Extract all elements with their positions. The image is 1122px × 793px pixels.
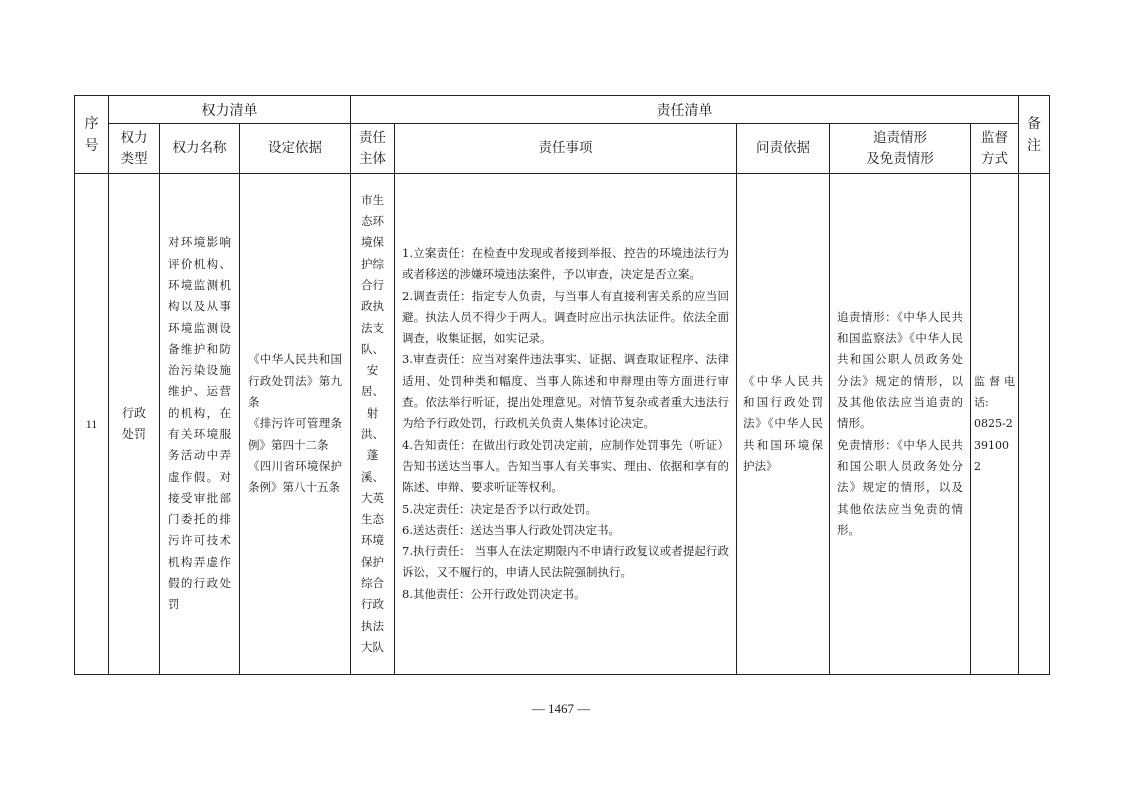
power-type-header: 权力类型 [109,124,160,174]
responsibility-item: 8.其他责任：公开行政处罚决定书。 [402,586,586,601]
responsibility-item: 6.送达责任：送达当事人行政处罚决定书。 [402,522,620,537]
responsibility-list-header: 责任清单 [351,96,1019,124]
row-seq: 11 [75,174,109,675]
responsibility-item: 1.立案责任：在检查中发现或者接到举报、控告的环境违法行为或者移送的涉嫌环境违法案件，予以审查，决定是否立案。 [402,245,729,282]
row-accountability-cases [830,174,971,675]
supervision-phone: 0825-2391002 [974,417,1013,473]
power-name-header: 权力名称 [160,124,240,174]
row-supervision [971,174,1019,675]
accountability-cases-header: 追责情形 及免责情形 [830,124,971,174]
responsibility-item: 3.审查责任：应当对案件违法事实、证据、调查取证程序、法律适用、处罚种类和幅度、当事人陈述和申辩理由等方面进行审查。依法举行听证，提出处理意见。对情节复杂或者重大违法行为给予行政处罚，行政机关负责人集体讨论决定。 [402,352,729,431]
seq-header: 序号 [75,96,109,174]
supervision-label: 监督电话: [974,374,1016,410]
header-row-2 [75,124,1050,174]
basis-item: 《中华人民共和国行政处罚法》第九条 [248,352,342,410]
row-power-type: 行政处罚 [109,174,160,675]
subject-header: 责任主体 [351,124,395,174]
responsibility-item: 4.告知责任：在做出行政处罚决定前，应制作处罚事先（听证）告知书送达当事人。告知当事人有关事实、理由、依据和享有的陈述、申辩、要求听证等权利。 [402,437,729,495]
row-items [395,174,737,675]
accountability-case: 免责情形：《中华人民共和国公职人员政务处分法》规定的情形，以及其他依法应当免责的情形。 [837,437,963,537]
row-basis [240,174,351,675]
row-accountability-basis: 《中华人民共和国行政处罚法》《中华人民共和国环境保护法》 [737,174,830,675]
row-subject: 市生态环境保护综合行政执法支队、安居、射洪、蓬溪、大英生态环境保护综合行政执法大队 [351,174,395,675]
supervision-header: 监督方式 [971,124,1019,174]
row-remarks [1019,174,1050,675]
header-row-1 [75,96,1050,124]
accountability-case: 追责情形：《中华人民共和国监察法》《中华人民共和国公职人员政务处分法》规定的情形，以及其他依法应当追责的情形。 [837,309,963,431]
page-number: — 1467 — [531,701,591,716]
power-responsibility-table [74,95,1050,675]
responsibility-item: 7.执行责任： 当事人在法定期限内不申请行政复议或者提起行政诉讼，又不履行的，申请人民法院强制执行。 [402,544,729,580]
responsibility-item: 2.调查责任：指定专人负责，与当事人有直接利害关系的应当回避。执法人员不得少于两人。调查时应出示执法证件。依法全面调查，收集证据，如实记录。 [402,288,729,346]
power-list-header: 权力清单 [109,96,351,124]
basis-header: 设定依据 [240,124,351,174]
basis-item: 《排污许可管理条例》第四十二条 [248,416,342,452]
row-power-name: 对环境影响评价机构、环境监测机构以及从事环境监测设备维护和防治污染设施维护、运营的机构，在有关环境服务活动中弄虚作假。对接受审批部门委托的排污许可技术机构弄虚作假的行政处罚 [160,174,240,675]
table-row [75,174,1050,675]
basis-item: 《四川省环境保护条例》第八十五条 [248,458,342,495]
responsibility-item: 5.决定责任：决定是否予以行政处罚。 [402,501,597,516]
remarks-header: 备注 [1019,96,1050,174]
items-header: 责任事项 [395,124,737,174]
accountability-basis-header: 问责依据 [737,124,830,174]
